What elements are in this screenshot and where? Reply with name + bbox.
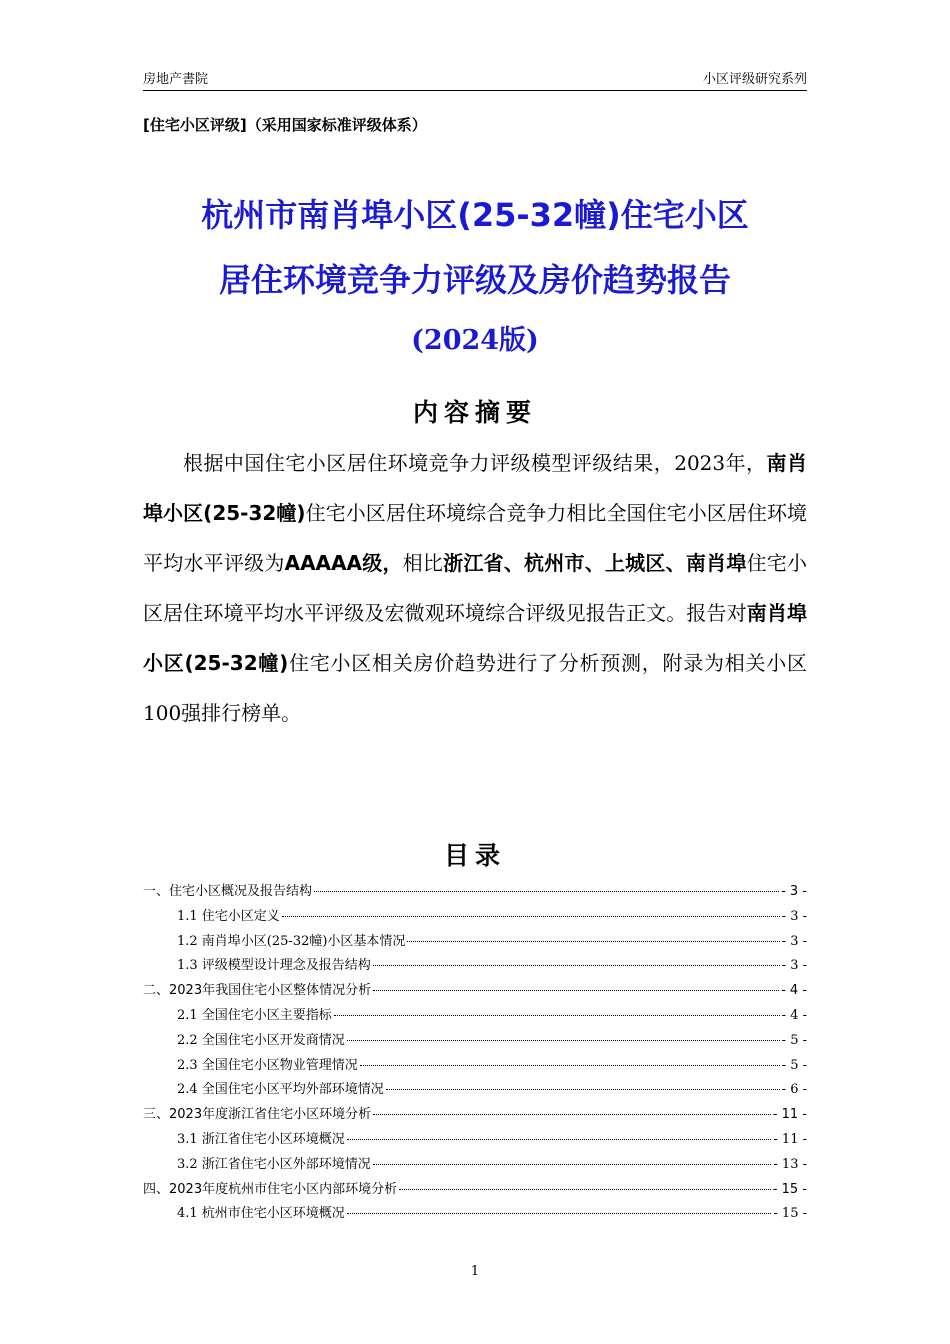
toc-entry-label: 一、住宅小区概况及报告结构 <box>143 884 313 899</box>
toc-entry-page: - 13 - <box>773 1156 807 1172</box>
toc-leader-dots <box>373 1114 771 1115</box>
abstract-text: 住宅小区居住环境平均水平评级及宏微观环境综合评级见报告正文。报告对 <box>143 551 808 625</box>
toc-entry[interactable] <box>143 1029 807 1054</box>
toc-entry-page: - 3 - <box>781 958 807 974</box>
toc-leader-dots <box>360 1065 780 1066</box>
toc-entry[interactable] <box>143 1178 807 1203</box>
toc-entry-label: 四、2023年度杭州市住宅小区内部环境分析 <box>143 1181 398 1197</box>
toc-entry[interactable] <box>143 1004 807 1029</box>
toc-entry-page: - 11 - <box>773 1131 807 1147</box>
toc-entry-label: 4.1 杭州市住宅小区环境概况 <box>177 1206 345 1222</box>
abstract-highlight: 浙江省、杭州市、上城区、南肖埠 <box>443 551 747 575</box>
toc-leader-dots <box>334 1015 780 1016</box>
toc-entry[interactable] <box>143 979 807 1004</box>
toc-leader-dots <box>347 1213 772 1214</box>
toc-entry[interactable] <box>143 1128 807 1153</box>
toc-entry-page: - 5 - <box>781 1057 807 1073</box>
toc-entry-label: 2.3 全国住宅小区物业管理情况 <box>177 1057 358 1073</box>
abstract-text: 住宅小区居住环境综合竞争力相比全国住宅小区居住环境平均水平评级为 <box>143 501 808 575</box>
header-right: 小区评级研究系列 <box>702 72 807 87</box>
toc-entry[interactable] <box>143 930 807 955</box>
toc-leader-dots <box>314 891 779 892</box>
toc-entry-page: - 3 - <box>781 884 807 899</box>
toc-entry-label: 1.3 评级模型设计理念及报告结构 <box>177 958 371 974</box>
toc-leader-dots <box>373 990 779 991</box>
toc-entry-label: 2.1 全国住宅小区主要指标 <box>177 1007 332 1023</box>
toc-entry[interactable] <box>143 1078 807 1103</box>
toc-entry[interactable] <box>143 954 807 979</box>
title-line-2: 居住环境竞争力评级及房价趋势报告 <box>218 261 731 299</box>
abstract-highlight: 南肖埠小区(25-32幢) <box>143 451 807 525</box>
toc-entry-label: 3.2 浙江省住宅小区外部环境情况 <box>177 1156 371 1172</box>
abstract-text: 住宅小区相关房价趋势进行了分析预测，附录为相关小区100强排行榜单。 <box>143 651 807 725</box>
toc-entry-page: - 5 - <box>781 1032 807 1048</box>
toc-entry-label: 三、2023年度浙江省住宅小区环境分析 <box>143 1107 372 1123</box>
toc-entry[interactable] <box>143 905 807 930</box>
toc-entry-page: - 4 - <box>781 983 807 999</box>
toc-entry-label: 2.2 全国住宅小区开发商情况 <box>177 1032 345 1048</box>
toc-entry-label: 2.4 全国住宅小区平均外部环境情况 <box>177 1082 384 1098</box>
toc-leader-dots <box>282 916 780 917</box>
toc-leader-dots <box>373 1164 772 1165</box>
rating-tag: [住宅小区评级]（采用国家标准评级体系） <box>143 116 427 134</box>
abstract-text: 相比 <box>402 551 444 575</box>
toc-entry[interactable] <box>143 1054 807 1079</box>
toc-entry[interactable] <box>143 1153 807 1178</box>
toc-entry-page: - 3 - <box>781 933 807 949</box>
toc-entry-label: 二、2023年我国住宅小区整体情况分析 <box>143 983 372 999</box>
toc-leader-dots <box>347 1139 772 1140</box>
title-line-1: 杭州市南肖埠小区(25-32幢)住宅小区 <box>201 196 749 234</box>
toc-entry-page: - 4 - <box>781 1007 807 1023</box>
toc-entry-page: - 6 - <box>781 1082 807 1098</box>
toc-entry-label: 1.2 南肖埠小区(25-32幢)小区基本情况 <box>177 933 406 949</box>
toc-leader-dots <box>347 1040 780 1041</box>
abstract-highlight: AAAAA级， <box>284 551 403 575</box>
page-header <box>143 66 807 91</box>
toc-leader-dots <box>407 941 779 942</box>
page-number: 1 <box>470 1264 480 1279</box>
toc-entry[interactable] <box>143 880 807 905</box>
title-edition: (2024版) <box>411 325 539 356</box>
toc-entry-page: - 3 - <box>781 908 807 924</box>
toc-leader-dots <box>386 1089 780 1090</box>
toc-leader-dots <box>373 965 780 966</box>
toc-entry-label: 3.1 浙江省住宅小区环境概况 <box>177 1131 345 1147</box>
toc-heading: 目录 <box>443 841 506 870</box>
toc-leader-dots <box>399 1189 771 1190</box>
abstract-body <box>143 438 807 738</box>
toc-entry[interactable] <box>143 1103 807 1128</box>
header-left: 房地产書院 <box>143 72 209 87</box>
toc-entry-page: - 15 - <box>773 1206 807 1222</box>
toc-entry-page: - 15 - <box>772 1181 807 1197</box>
abstract-highlight: 南肖埠小区(25-32幢) <box>143 601 807 675</box>
toc-entry[interactable] <box>143 1202 807 1227</box>
toc-entry-page: - 11 - <box>772 1107 807 1123</box>
abstract-text: 根据中国住宅小区居住环境竞争力评级模型评级结果，2023年， <box>183 451 767 475</box>
table-of-contents <box>143 880 807 1227</box>
toc-entry-label: 1.1 住宅小区定义 <box>177 908 280 924</box>
abstract-heading: 内容摘要 <box>412 398 537 427</box>
